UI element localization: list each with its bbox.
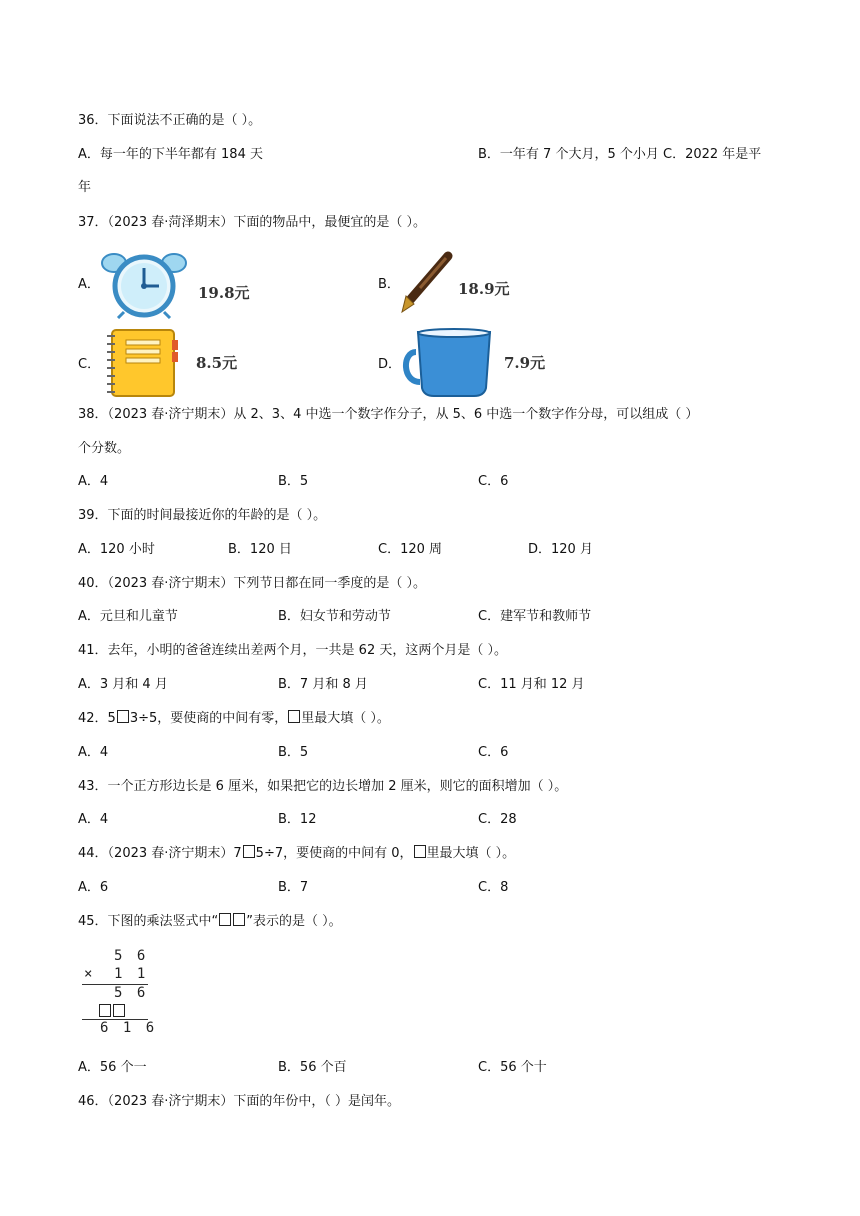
q38-option-b: B．5 xyxy=(278,474,309,489)
blank-box xyxy=(117,710,129,723)
q45-option-c: C．56 个十 xyxy=(478,1060,547,1075)
calc-partial-2 xyxy=(98,1004,126,1020)
q38-stem-wrap: 个分数。 xyxy=(78,441,131,456)
calc-operator: × xyxy=(84,966,96,982)
q46-stem: 46．（2023 春·济宁期末）下面的年份中，（ ）是闰年。 xyxy=(78,1094,401,1109)
q42-stem-start: 42．5 xyxy=(78,711,116,726)
q43-option-c: C．28 xyxy=(478,812,517,827)
q44-option-b: B．7 xyxy=(278,880,309,895)
q44-stem-start: 44．（2023 春·济宁期末）7 xyxy=(78,846,242,861)
notebook-icon xyxy=(104,328,180,398)
blank-box xyxy=(99,1004,111,1017)
q40-stem: 40．（2023 春·济宁期末）下列节日都在同一季度的是（ ）。 xyxy=(78,576,427,591)
q42-stem xyxy=(78,710,390,728)
q45-option-a: A．56 个一 xyxy=(78,1060,147,1075)
q38-stem: 38．（2023 春·济宁期末）从 2、3、4 中选一个数字作分子，从 5、6 中选一个数字作分母，可以组成（ ） xyxy=(78,407,699,422)
q45-option-b: B．56 个百 xyxy=(278,1060,347,1075)
q36-stem: 36．下面说法不正确的是（ ）。 xyxy=(78,113,262,128)
q39-option-a: A．120 小时 xyxy=(78,542,155,557)
q37-option-d-label: D． xyxy=(378,357,402,372)
q43-option-b: B．12 xyxy=(278,812,317,827)
q39-option-b: B．120 日 xyxy=(228,542,292,557)
calc-partial-1: 5 6 xyxy=(114,985,149,1001)
q44-stem xyxy=(78,845,515,863)
q37-price-b: 18.9元 xyxy=(458,280,510,298)
fountain-pen-icon xyxy=(396,250,456,316)
q37-price-c: 8.5元 xyxy=(196,354,238,372)
q41-option-c: C．11 月和 12 月 xyxy=(478,677,585,692)
cup-icon xyxy=(400,326,496,398)
q36-option-b: B．一年有 7 个大月，5 个小月 C．2022 年是平 xyxy=(478,147,762,162)
q45-stem xyxy=(78,913,342,931)
calc-multiplicand: 5 6 xyxy=(114,948,149,964)
q40-option-a: A．元旦和儿童节 xyxy=(78,609,178,624)
q39-option-d: D．120 月 xyxy=(528,542,593,557)
q44-option-a: A．6 xyxy=(78,880,109,895)
q45-stem-end: ”表示的是（ ）。 xyxy=(246,914,342,929)
q41-option-b: B．7 月和 8 月 xyxy=(278,677,368,692)
blank-box xyxy=(288,710,300,723)
q41-option-a: A．3 月和 4 月 xyxy=(78,677,168,692)
q42-option-c: C．6 xyxy=(478,745,509,760)
q40-option-b: B．妇女节和劳动节 xyxy=(278,609,391,624)
q37-stem: 37．（2023 春·菏泽期末）下面的物品中，最便宜的是（ ）。 xyxy=(78,215,427,230)
q36-option-wrap: 年 xyxy=(78,180,92,195)
q39-stem: 39．下面的时间最接近你的年龄的是（ ）。 xyxy=(78,508,327,523)
q42-option-a: A．4 xyxy=(78,745,109,760)
calc-multiplier: 1 1 xyxy=(114,966,149,982)
calc-product: 6 1 6 xyxy=(100,1020,158,1036)
q40-option-c: C．建军节和教师节 xyxy=(478,609,592,624)
q44-stem-middle: 5÷7，要使商的中间有 0， xyxy=(255,846,413,861)
q43-option-a: A．4 xyxy=(78,812,109,827)
q45-stem-start: 45．下图的乘法竖式中“ xyxy=(78,914,219,929)
q37-price-a: 19.8元 xyxy=(198,284,250,302)
alarm-clock-icon xyxy=(96,249,192,319)
q39-option-c: C．120 周 xyxy=(378,542,443,557)
q44-option-c: C．8 xyxy=(478,880,509,895)
q37-price-d: 7.9元 xyxy=(504,354,546,372)
q44-stem-end: 里最大填（ ）。 xyxy=(426,846,516,861)
blank-box xyxy=(243,845,255,858)
blank-box xyxy=(113,1004,125,1017)
q42-stem-middle: 3÷5，要使商的中间有零， xyxy=(129,711,288,726)
q41-stem: 41．去年，小明的爸爸连续出差两个月，一共是 62 天，这两个月是（ ）。 xyxy=(78,643,507,658)
q42-stem-end: 里最大填（ ）。 xyxy=(301,711,390,726)
blank-box xyxy=(219,913,231,926)
q37-option-a-label: A． xyxy=(78,277,100,292)
q43-stem: 43．一个正方形边长是 6 厘米，如果把它的边长增加 2 厘米，则它的面积增加（ ）。 xyxy=(78,779,568,794)
q37-option-c-label: C． xyxy=(78,357,101,372)
q38-option-a: A．4 xyxy=(78,474,109,489)
q37-option-b-label: B． xyxy=(378,277,400,292)
q38-option-c: C．6 xyxy=(478,474,509,489)
blank-box xyxy=(233,913,245,926)
q42-option-b: B．5 xyxy=(278,745,309,760)
blank-box xyxy=(414,845,426,858)
q36-option-a: A．每一年的下半年都有 184 天 xyxy=(78,147,263,162)
